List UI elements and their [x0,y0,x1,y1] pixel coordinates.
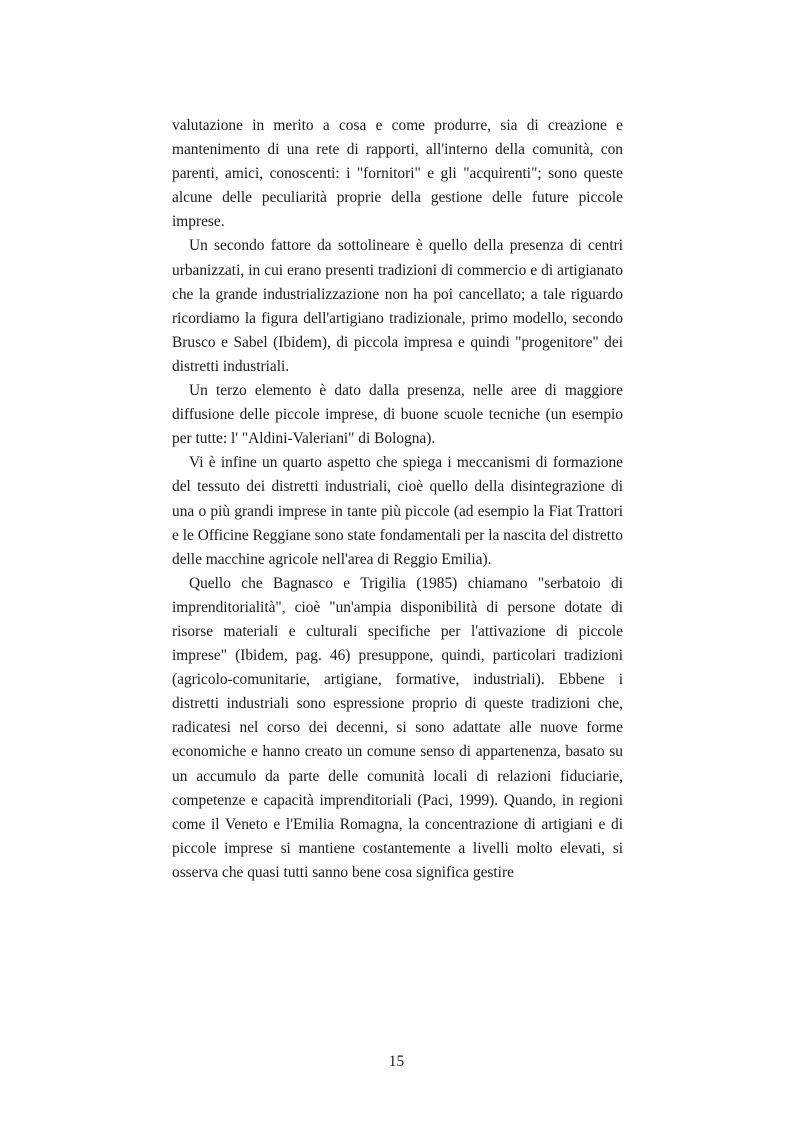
paragraph-continuation: valutazione in merito a cosa e come produrre, sia di creazione e mantenimento di una rete di rapporti, all'interno della comunità, con parenti, amici, conoscenti: i "fornitori" e gli "acquirenti"; sono queste alcune delle peculiarità proprie della gestione delle future piccole imprese. [172,117,623,231]
paragraph-fourth-aspect: Vi è infine un quarto aspetto che spiega i meccanismi di formazione del tessuto dei distretti industriali, cioè quello della disintegrazione di una o più grandi imprese in tante più piccole (ad esempio la Fiat Trattori e le Officine Reggiane sono state fondamentali per la nascita del distretto delle macchine agricole nell'area di Reggio Emilia). [172,454,623,568]
page-number: 15 [388,1053,405,1070]
body-text [172,114,623,885]
paragraph-second-factor: Un secondo fattore da sottolineare è quello della presenza di centri urbanizzati, in cui erano presenti tradizioni di commercio e di artigianato che la grande industrializzazione non ha poi cancellato; a tale riguardo ricordiamo la figura dell'artigiano tradizionale, primo modello, secondo Brusco e Sabel (Ibidem), di piccola impresa e quindi "progenitore" dei distretti industriali. [172,237,623,375]
paragraph-third-element: Un terzo elemento è dato dalla presenza, nelle aree di maggiore diffusione delle piccole imprese, di buone scuole tecniche (un esempio per tutte: l' "Aldini-Valeriani" di Bologna). [172,382,623,448]
paragraph-entrepreneurship-reservoir: Quello che Bagnasco e Trigilia (1985) chiamano "serbatoio di imprenditorialità", cioè "un'ampia disponibilità di persone dotate di risorse materiali e culturali specifiche per l'attivazione di piccole imprese" (Ibidem, pag. 46) presuppone, quindi, particolari tradizioni (agricolo-comunitarie, artigiane, formative, industriali). Ebbene i distretti industriali sono espressione proprio di queste tradizioni che, radicatesi nel corso dei decenni, si sono adattate alle nuove forme economiche e hanno creato un comune senso di appartenenza, basato su un accumulo da parte delle comunità locali di relazioni fiduciarie, competenze e capacità imprenditoriali (Paci, 1999). Quando, in regioni come il Veneto e l'Emilia Romagna, la concentrazione di artigiani e di piccole imprese si mantiene costantemente a livelli molto elevati, si osserva che quasi tutti sanno bene cosa significa gestire [172,574,623,881]
